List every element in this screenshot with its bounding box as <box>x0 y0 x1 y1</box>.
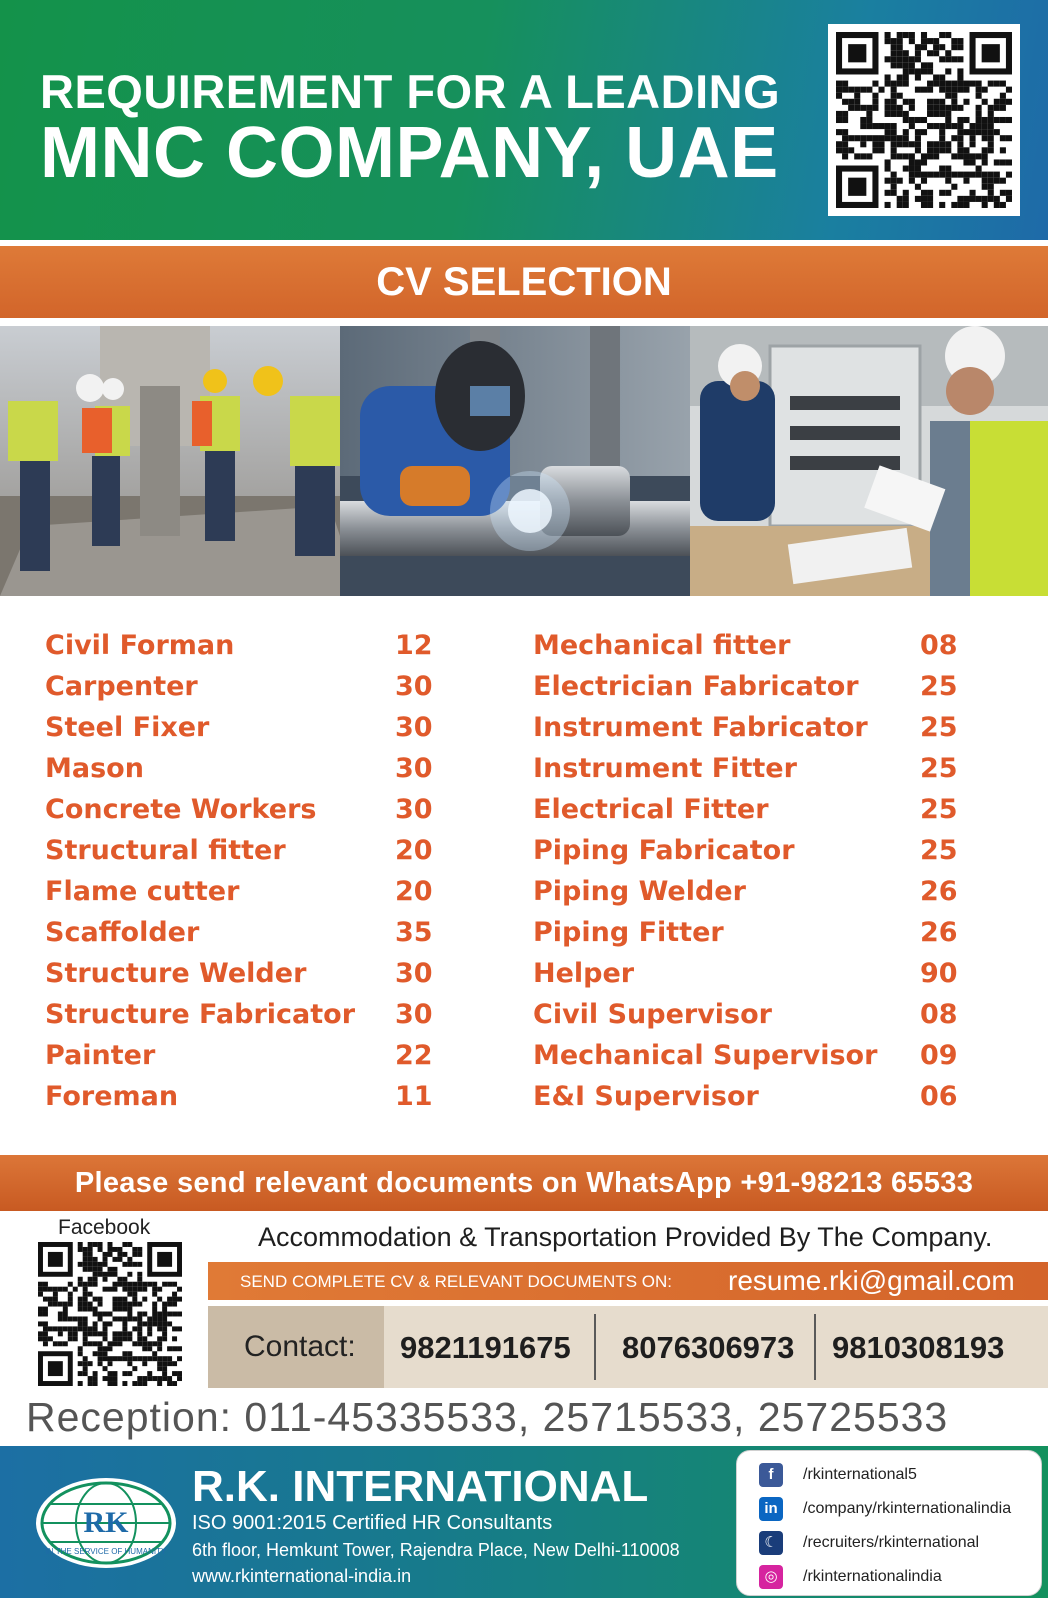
job-row <box>45 753 465 794</box>
job-title: Painter <box>45 1040 156 1071</box>
instagram-icon: ◎ <box>759 1565 783 1589</box>
job-count: 30 <box>395 671 433 702</box>
job-title: Scaffolder <box>45 917 200 948</box>
phone-number[interactable]: 9821191675 <box>400 1330 571 1365</box>
job-row <box>45 671 465 712</box>
job-row <box>533 712 973 753</box>
job-row <box>45 1040 465 1081</box>
send-cv-label: SEND COMPLETE CV & RELEVANT DOCUMENTS ON: <box>240 1272 672 1291</box>
job-row <box>45 794 465 835</box>
job-row <box>45 958 465 999</box>
job-row <box>533 671 973 712</box>
social-handle: /rkinternational5 <box>803 1466 917 1483</box>
job-count: 30 <box>395 712 433 743</box>
job-title: Civil Supervisor <box>533 999 772 1030</box>
company-name: R.K. INTERNATIONAL <box>192 1462 649 1511</box>
job-title: Structure Fabricator <box>45 999 356 1030</box>
cv-selection-label: CV SELECTION <box>376 260 672 304</box>
job-row <box>45 712 465 753</box>
job-row <box>533 794 973 835</box>
job-title: Carpenter <box>45 671 198 702</box>
whatsapp-band <box>0 1155 1048 1211</box>
job-row <box>533 835 973 876</box>
job-count: 20 <box>395 835 433 866</box>
header-line-1: REQUIREMENT FOR A LEADING <box>40 65 781 118</box>
company-address: 6th floor, Hemkunt Tower, Rajendra Place, New Delhi-110008 <box>192 1540 680 1560</box>
job-title: Structure Welder <box>45 958 307 989</box>
job-title: Civil Forman <box>45 630 235 661</box>
cv-selection-band <box>0 246 1048 318</box>
linkedin-icon: in <box>759 1497 783 1521</box>
job-row <box>45 630 465 671</box>
job-count: 06 <box>920 1081 958 1112</box>
social-links-card <box>736 1450 1042 1596</box>
job-count: 08 <box>920 999 958 1030</box>
email-link[interactable]: resume.rki@gmail.com <box>728 1265 1015 1296</box>
job-title: Helper <box>533 958 635 989</box>
job-count: 25 <box>920 835 958 866</box>
whatsapp-text[interactable]: Please send relevant documents on WhatsApp +91-98213 65533 <box>74 1167 974 1199</box>
contact-label-box <box>208 1306 384 1388</box>
job-title: Concrete Workers <box>45 794 317 825</box>
job-count: 90 <box>920 958 958 989</box>
job-row <box>45 917 465 958</box>
phone-number[interactable]: 8076306973 <box>622 1330 795 1365</box>
phone-number[interactable]: 9810308193 <box>832 1330 1005 1365</box>
svg-text:IN THE SERVICE OF HUMANITY: IN THE SERVICE OF HUMANITY <box>45 1547 167 1556</box>
job-count: 25 <box>920 753 958 784</box>
job-row <box>533 999 973 1040</box>
job-count: 25 <box>920 671 958 702</box>
job-count: 26 <box>920 876 958 907</box>
job-title: Mechanical fitter <box>533 630 791 661</box>
job-row <box>533 1040 973 1081</box>
recruiter-icon: ☾ <box>759 1531 783 1555</box>
social-handle: /rkinternationalindia <box>803 1568 942 1585</box>
job-title: Instrument Fabricator <box>533 712 868 743</box>
website-link[interactable]: www.rkinternational-india.in <box>192 1566 412 1586</box>
job-title: Steel Fixer <box>45 712 210 743</box>
job-count: 30 <box>395 958 433 989</box>
header-banner <box>0 0 1048 240</box>
job-title: Mechanical Supervisor <box>533 1040 878 1071</box>
job-row <box>533 753 973 794</box>
social-handle: /recruiters/rkinternational <box>803 1534 980 1551</box>
job-row <box>533 958 973 999</box>
job-count: 30 <box>395 794 433 825</box>
job-title: Mason <box>45 753 144 784</box>
job-count: 09 <box>920 1040 958 1071</box>
job-count: 35 <box>395 917 433 948</box>
job-count: 12 <box>395 630 433 661</box>
reception-numbers: Reception: 011-45335533, 25715533, 25725533 <box>26 1394 949 1440</box>
job-row <box>533 1081 973 1122</box>
job-title: Foreman <box>45 1081 179 1112</box>
job-row <box>45 876 465 917</box>
divider <box>594 1314 596 1380</box>
job-row <box>45 999 465 1040</box>
job-count: 30 <box>395 999 433 1030</box>
jobs-list-left <box>45 630 465 1122</box>
job-count: 11 <box>395 1081 433 1112</box>
rk-logo <box>32 1474 180 1572</box>
job-title: Structural fitter <box>45 835 286 866</box>
job-count: 22 <box>395 1040 433 1071</box>
svg-text:RK: RK <box>83 1506 129 1539</box>
job-title: Piping Fabricator <box>533 835 795 866</box>
contact-bar <box>208 1306 1048 1388</box>
job-count: 26 <box>920 917 958 948</box>
facebook-label: Facebook <box>58 1216 151 1239</box>
jobs-list-right <box>533 630 973 1122</box>
job-title: E&I Supervisor <box>533 1081 759 1112</box>
job-count: 20 <box>395 876 433 907</box>
job-row <box>533 630 973 671</box>
job-row <box>533 917 973 958</box>
job-count: 08 <box>920 630 958 661</box>
job-title: Flame cutter <box>45 876 240 907</box>
workers-photo <box>0 326 1048 596</box>
job-count: 25 <box>920 712 958 743</box>
job-count: 30 <box>395 753 433 784</box>
job-row <box>45 835 465 876</box>
qr-code[interactable] <box>828 24 1020 216</box>
job-row <box>45 1081 465 1122</box>
social-handle: /company/rkinternationalindia <box>803 1500 1012 1517</box>
contact-label: Contact: <box>244 1330 356 1363</box>
job-title: Electrical Fitter <box>533 794 769 825</box>
send-cv-band <box>208 1262 1048 1300</box>
iso-certification: ISO 9001:2015 Certified HR Consultants <box>192 1512 553 1534</box>
job-title: Piping Fitter <box>533 917 724 948</box>
header-line-2: MNC COMPANY, UAE <box>40 113 779 193</box>
facebook-qr-code[interactable] <box>38 1242 182 1386</box>
job-title: Electrician Fabricator <box>533 671 859 702</box>
job-title: Piping Welder <box>533 876 746 907</box>
facebook-icon: f <box>759 1463 783 1487</box>
divider <box>814 1314 816 1380</box>
job-row <box>533 876 973 917</box>
job-count: 25 <box>920 794 958 825</box>
job-title: Instrument Fitter <box>533 753 797 784</box>
accommodation-note: Accommodation & Transportation Provided By The Company. <box>258 1222 993 1252</box>
